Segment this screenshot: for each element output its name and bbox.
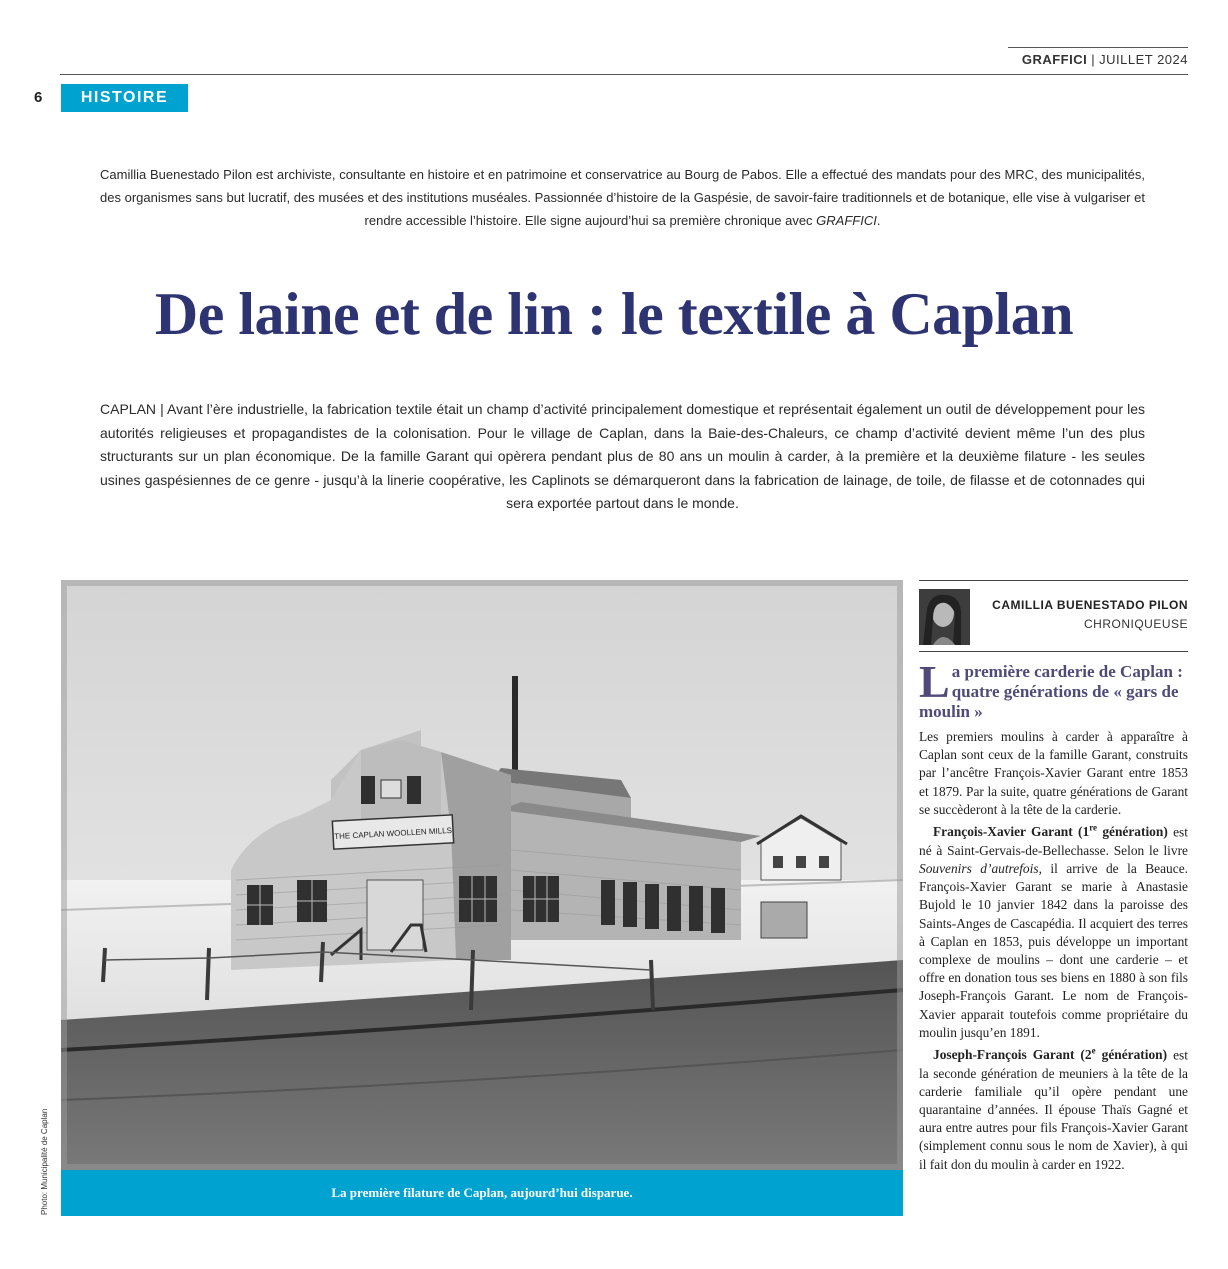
p2-heading [933, 824, 1168, 839]
column-rule-bottom [919, 651, 1188, 652]
intro-end: . [876, 213, 881, 228]
p3-text: est la seconde génération de meuniers à la tête de la carderie familiale qu’il opère pendant une quarantaine d’années. Il épouse Thaïs Gagné et aura entre autres pour fils François-Xavier Garant (simplement connu sous le nom de Xavier), à qui il fait don du moulin à carder en 1922. [919, 1047, 1188, 1172]
paragraph-3 [919, 1042, 1188, 1174]
article-column [919, 580, 1188, 1174]
p3-heading-end: génération) [1095, 1047, 1168, 1063]
p2-heading-text: François-Xavier Garant (1 [933, 824, 1090, 840]
author-name: CAMILLIA BUENESTADO PILON [992, 598, 1188, 612]
paragraph-1: Les premiers moulins à carder à apparaître à Caplan sont ceux de la famille Garant, construits par l’ancêtre François-Xavier Garant entre 1853 et 1879. Par la suite, quatre générations de Garant se succèderont à la tête de la carderie. [919, 729, 1188, 817]
top-rule [60, 74, 1188, 75]
header-separator: | [1091, 52, 1096, 67]
mill-photo-illustration [61, 580, 903, 1170]
intro-text: Camillia Buenestado Pilon est archiviste, consultante en histoire et en patrimoine et conservatrice au Bourg de Pabos. Elle a effectué des mandats pour des MRC, des municipalités, des organismes sans but lucratif, des musées et des institutions muséales. Passionnée d’histoire de la Gaspésie, de savoir-faire traditionnels et de botanique, elle vise à vulgariser et rendre accessible l’histoire. Elle signe aujourd’hui sa première chronique avec [100, 167, 1145, 228]
intro-publication: GRAFFICI [816, 213, 877, 228]
publication-name: GRAFFICI [1021, 52, 1088, 67]
p2-sup: re [1089, 823, 1098, 834]
p2-book-title: Souvenirs d’autrefois [919, 860, 1039, 876]
article-subhead [919, 656, 1188, 722]
mill-sign-text: THE CAPLAN WOOLLEN MILLS [334, 825, 453, 842]
drop-cap: L [919, 656, 950, 707]
p3-sup: e [1091, 1045, 1096, 1056]
photo-credit: Photo: Municipalité de Caplan [40, 1108, 49, 1215]
subhead-text: a première carderie de Caplan : quatre générations de « gars de moulin » [919, 662, 1183, 721]
publication-header [1022, 52, 1188, 67]
article-body [919, 728, 1188, 1174]
p2-text-b: , il arrive de la Beauce. François-Xavier Garant se marie à Anastasie Bujold le 10 janvier 1842 dans la paroisse des Saints-Anges de Cascapédia. Il acquiert des terres à Caplan en 1853, puis développe un important complexe de moulins – dont une carderie – et offre en donation tous ses biens en 1880 à son fils Joseph-François Garant. Le nom de François-Xavier apparait toutefois comme propriétaire du moulin jusqu’en 1891. [919, 860, 1188, 1040]
author-role: CHRONIQUEUSE [1083, 617, 1188, 631]
author-text [970, 589, 1188, 645]
paragraph-2 [919, 819, 1188, 1042]
p2-text-a: est né à Saint-Gervais-de-Bellechasse. Selon le livre [919, 824, 1188, 858]
photo-figure [61, 580, 903, 1216]
page-title: De laine et de lin : le textile à Caplan [154, 281, 1074, 347]
p3-heading [933, 1047, 1167, 1062]
p2-heading-end: génération) [1097, 824, 1168, 840]
mill-photo [61, 580, 903, 1170]
author-intro [100, 163, 1145, 232]
page-number: 6 [34, 89, 43, 106]
p3-heading-text: Joseph-François Garant (2 [933, 1047, 1092, 1063]
photo-caption: La première filature de Caplan, aujourd’hui disparue. [61, 1170, 903, 1216]
author-block [919, 589, 1188, 645]
column-rule-top [919, 580, 1188, 581]
header-rule [1008, 47, 1188, 48]
avatar [919, 589, 970, 645]
issue-date: JUILLET 2024 [1099, 52, 1188, 67]
section-tag: HISTOIRE [61, 84, 188, 112]
lead-paragraph: CAPLAN | Avant l’ère industrielle, la fabrication textile était un champ d’activité principalement domestique et représentait également un outil de développement pour les autorités religieuses et propagandistes de la colonisation. Pour le village de Caplan, dans la Baie-des-Chaleurs, ce champ d’activité devient même l’un des plus structurants sur un plan économique. De la famille Garant qui opèrera pendant plus de 80 ans un moulin à carder, à la première et la deuxième filature - les seules usines gaspésiennes de ce genre - jusqu’à la linerie coopérative, les Caplinots se démarqueront dans la fabrication de lainage, de toile, de filasse et de cotonnades qui sera exportée partout dans le monde. [100, 401, 1145, 511]
